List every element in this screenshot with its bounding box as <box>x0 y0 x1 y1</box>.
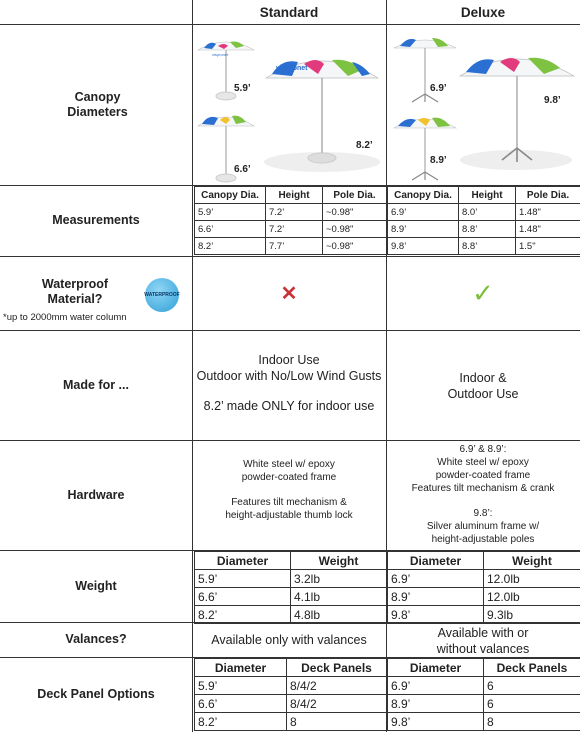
table-cell: 8 <box>484 713 580 731</box>
table-row <box>195 238 387 255</box>
hardware-line: height-adjustable thumb lock <box>225 510 353 521</box>
deluxe-weight-table <box>387 551 580 624</box>
hardware-line: 9.8’: <box>473 508 493 519</box>
table-cell: 9.3lb <box>484 606 580 624</box>
table-cell: 8/4/2 <box>287 695 387 713</box>
made-for-line: Outdoor with No/Low Wind Gusts <box>196 369 382 383</box>
waterproof-label: Waterproof Material? <box>41 277 109 306</box>
column-header: Pole Dia. <box>323 187 387 204</box>
table-cell: 1.48" <box>516 204 580 221</box>
table-cell: 6.6’ <box>195 221 266 238</box>
table-cell: 8 <box>287 713 387 731</box>
table-cell: 8.2’ <box>195 713 287 731</box>
table-cell: 4.1lb <box>291 588 387 606</box>
deluxe-deck-panels-table <box>387 658 580 731</box>
hardware-line: Features tilt mechanism & crank <box>411 483 555 494</box>
deluxe-size-2: 8.9’ <box>430 155 447 166</box>
table-cell: 8.8’ <box>459 221 516 238</box>
table-row <box>388 588 580 606</box>
table-row <box>195 606 387 624</box>
column-header: Diameter <box>388 659 484 677</box>
table-header-row <box>388 187 580 204</box>
table-row <box>388 695 580 713</box>
table-cell: 8.9’ <box>388 221 459 238</box>
deluxe-made-for <box>386 370 580 402</box>
valances-line: without valances <box>436 642 530 656</box>
table-cell: 8.2’ <box>195 238 266 255</box>
table-cell: 1.48" <box>516 221 580 238</box>
deluxe-umbrella-small-2-image <box>392 110 458 182</box>
table-cell: 12.0lb <box>484 570 580 588</box>
table-cell: 8.2’ <box>195 606 291 624</box>
waterproof-badge-text: WATERPROOF <box>144 292 180 298</box>
header-standard: Standard <box>259 4 319 20</box>
standard-deck-panels-table <box>194 658 387 731</box>
row-label-waterproof <box>0 256 192 330</box>
table-cell: 6 <box>484 677 580 695</box>
table-cell: 8.0’ <box>459 204 516 221</box>
table-row <box>195 713 387 731</box>
table-cell: ~0.98" <box>323 238 387 255</box>
valances-line: Available with or <box>437 626 529 640</box>
table-cell: 7.7’ <box>266 238 323 255</box>
made-for-line: 8.2’ made ONLY for indoor use <box>203 399 375 413</box>
column-header: Height <box>266 187 323 204</box>
table-row <box>195 588 387 606</box>
table-cell: 8/4/2 <box>287 677 387 695</box>
table-row <box>195 570 387 588</box>
table-cell: 6 <box>484 695 580 713</box>
column-header: Weight <box>291 552 387 570</box>
table-header-row <box>195 552 387 570</box>
hardware-line: White steel w/ epoxy <box>243 459 335 470</box>
standard-umbrella-large-image <box>262 44 382 179</box>
table-row <box>388 238 580 255</box>
standard-size-1: 5.9’ <box>234 83 251 94</box>
hardware-line: Features tilt mechanism & <box>231 497 347 508</box>
table-cell: 1.5" <box>516 238 580 255</box>
table-cell: 8.9’ <box>388 588 484 606</box>
hardware-line: 6.9’ & 8.9’: <box>459 444 507 455</box>
table-cell: 6.6’ <box>195 695 287 713</box>
hardware-line: powder-coated frame <box>435 470 531 481</box>
table-row <box>388 606 580 624</box>
deluxe-hardware <box>386 443 580 546</box>
table-cell: 5.9’ <box>195 677 287 695</box>
deluxe-valances <box>386 625 580 657</box>
deluxe-measurements-table <box>387 186 580 255</box>
hardware-line: powder-coated frame <box>241 472 337 483</box>
standard-waterproof-cross-icon: ✕ <box>280 282 298 305</box>
row-label-valances: Valances? <box>65 632 127 646</box>
column-header: Height <box>459 187 516 204</box>
table-row <box>195 695 387 713</box>
brand-text: vispronet <box>276 65 308 72</box>
standard-measurements-table <box>194 186 387 255</box>
table-row <box>388 221 580 238</box>
column-header: Deck Panels <box>287 659 387 677</box>
table-cell: 8.8’ <box>459 238 516 255</box>
table-header-row <box>388 659 580 677</box>
waterproof-note: *up to 2000mm water column <box>3 312 127 323</box>
standard-weight-table <box>194 551 387 624</box>
standard-valances: Available only with valances <box>211 632 367 647</box>
table-row <box>195 221 387 238</box>
table-cell: ~0.98" <box>323 204 387 221</box>
table-cell: 6.6’ <box>195 588 291 606</box>
row-label-weight: Weight <box>75 578 117 593</box>
table-cell: 7.2’ <box>266 204 323 221</box>
table-cell: 8.9’ <box>388 695 484 713</box>
table-header-row <box>195 659 387 677</box>
canopy-label-text: Canopy Diameters <box>67 90 128 119</box>
hardware-line: height-adjustable poles <box>431 534 535 545</box>
waterproof-badge-icon <box>145 278 179 312</box>
table-cell: 5.9’ <box>195 570 291 588</box>
table-cell: 3.2lb <box>291 570 387 588</box>
table-row <box>195 677 387 695</box>
standard-hardware <box>192 458 386 522</box>
table-cell: 9.8’ <box>388 238 459 255</box>
deluxe-size-1: 6.9’ <box>430 83 447 94</box>
row-label-measurements: Measurements <box>52 213 140 227</box>
row-label-hardware: Hardware <box>67 487 125 502</box>
table-row <box>388 204 580 221</box>
column-header: Canopy Dia. <box>195 187 266 204</box>
table-cell: 6.9’ <box>388 677 484 695</box>
table-row <box>388 677 580 695</box>
hardware-line: White steel w/ epoxy <box>437 457 529 468</box>
row-label-deck-panels: Deck Panel Options <box>37 687 155 701</box>
table-cell: 5.9’ <box>195 204 266 221</box>
deluxe-umbrella-small-1-image <box>392 32 458 104</box>
column-header: Diameter <box>388 552 484 570</box>
row-label-made-for: Made for ... <box>63 377 129 392</box>
table-cell: 4.8lb <box>291 606 387 624</box>
deluxe-waterproof-check-icon: ✓ <box>472 277 494 308</box>
row-label-canopy <box>30 85 165 125</box>
made-for-line: Indoor & <box>459 371 507 385</box>
table-header-row <box>388 552 580 570</box>
made-for-line: Outdoor Use <box>447 387 519 401</box>
table-cell: 12.0lb <box>484 588 580 606</box>
table-row <box>195 204 387 221</box>
column-header: Deck Panels <box>484 659 580 677</box>
table-cell: 7.2’ <box>266 221 323 238</box>
table-cell: 6.9’ <box>388 570 484 588</box>
deluxe-size-3: 9.8’ <box>544 95 561 106</box>
row-divider <box>0 24 580 25</box>
column-header: Diameter <box>195 659 287 677</box>
standard-size-3: 8.2’ <box>356 140 373 151</box>
header-deluxe: Deluxe <box>460 4 506 20</box>
table-cell: 9.8’ <box>388 606 484 624</box>
made-for-line: Indoor Use <box>258 353 320 367</box>
table-cell: 9.8’ <box>388 713 484 731</box>
column-header: Canopy Dia. <box>388 187 459 204</box>
table-cell: ~0.98" <box>323 221 387 238</box>
table-cell: 6.9’ <box>388 204 459 221</box>
column-header: Diameter <box>195 552 291 570</box>
table-row <box>388 713 580 731</box>
column-header: Pole Dia. <box>516 187 580 204</box>
table-row <box>388 570 580 588</box>
column-header: Weight <box>484 552 580 570</box>
table-header-row <box>195 187 387 204</box>
svg-text:vispronet: vispronet <box>212 52 229 57</box>
standard-size-2: 6.6’ <box>234 164 251 175</box>
deluxe-umbrella-large-image <box>456 42 578 180</box>
hardware-line: Silver aluminum frame w/ <box>426 521 540 532</box>
standard-made-for <box>192 352 386 414</box>
